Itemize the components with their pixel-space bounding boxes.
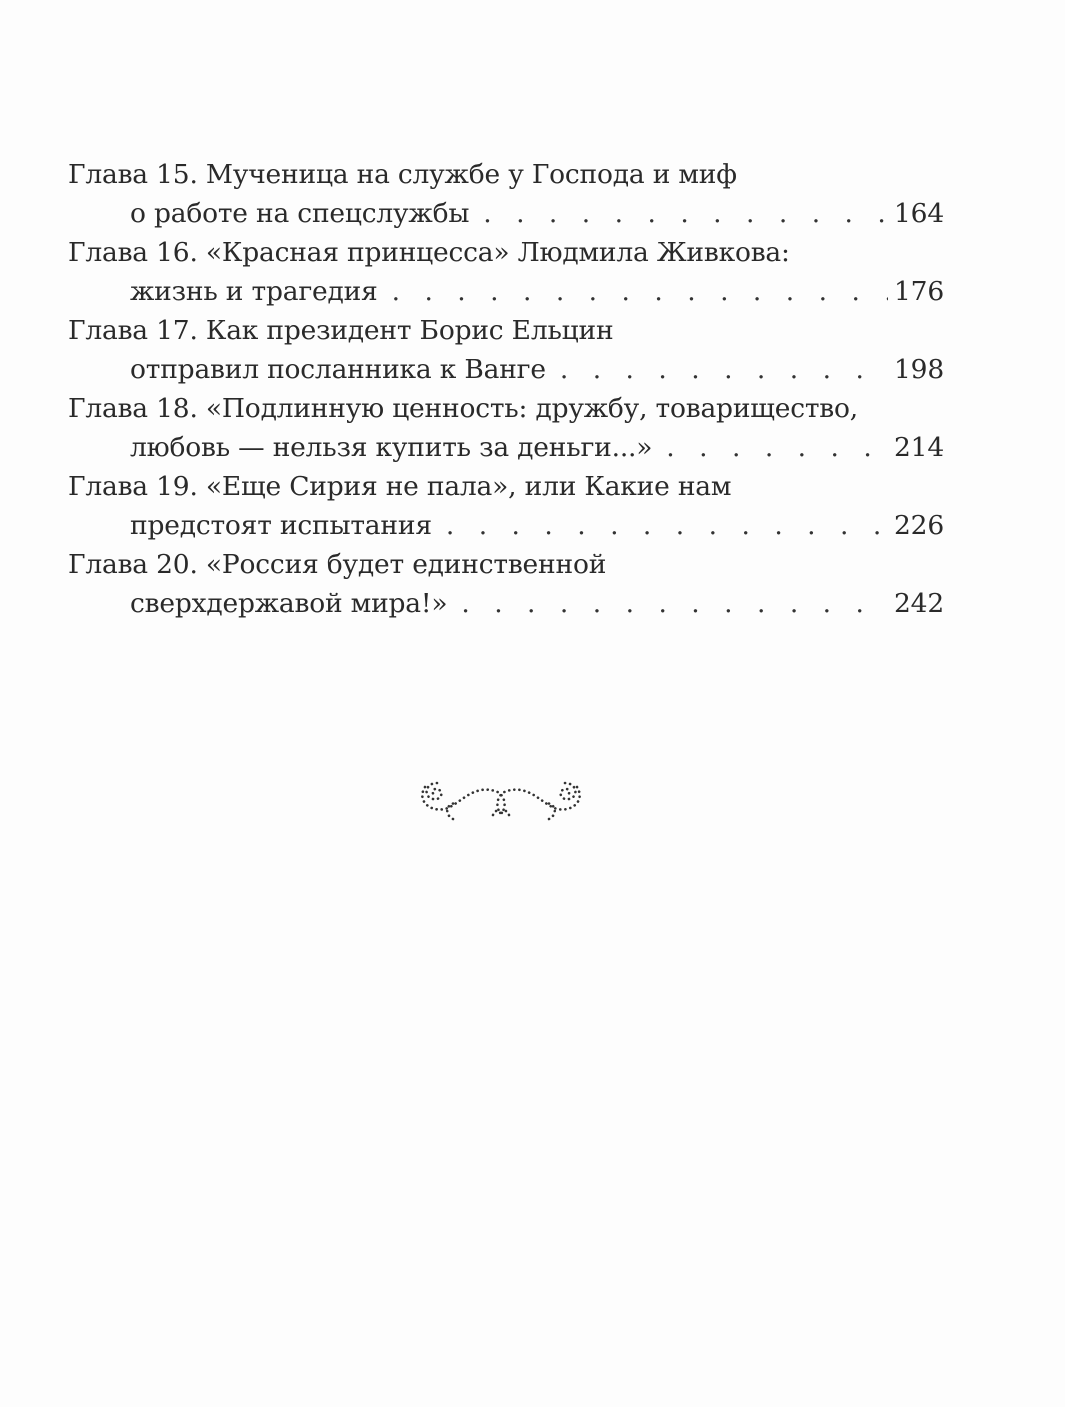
toc-entry-subtitle: жизнь и трагедия (130, 276, 378, 307)
toc-page-number: 242 (894, 588, 944, 619)
table-of-contents (68, 155, 944, 623)
toc-entry-title: Глава 18. «Подлинную ценность: дружбу, товарищество, (68, 393, 858, 424)
toc-entry-title: Глава 19. «Еще Сирия не пала», или Какие нам (68, 471, 732, 502)
toc-entry-title: Глава 16. «Красная принцесса» Людмила Живкова: (68, 237, 790, 268)
dot-leader (560, 350, 888, 389)
toc-entry-18 (68, 389, 944, 467)
toc-entry-15 (68, 155, 944, 233)
toc-page-number: 226 (894, 510, 944, 541)
toc-entry-continuation (68, 194, 944, 233)
toc-entry-continuation (68, 584, 944, 623)
dot-leader (666, 428, 888, 467)
toc-page-number: 176 (894, 276, 944, 307)
toc-entry-subtitle: отправил посланника к Ванге (130, 354, 546, 385)
toc-entry-20 (68, 545, 944, 623)
toc-entry-continuation (68, 272, 944, 311)
toc-entry-19 (68, 467, 944, 545)
dot-leader (461, 584, 888, 623)
toc-entry-title: Глава 17. Как президент Борис Ельцин (68, 315, 614, 346)
dot-leader (483, 194, 888, 233)
toc-entry-16 (68, 233, 944, 311)
toc-page-number: 214 (894, 432, 944, 463)
decorative-ornament (415, 765, 595, 825)
toc-entry-continuation (68, 506, 944, 545)
toc-entry-title: Глава 15. Мученица на службе у Господа и миф (68, 159, 737, 190)
dot-leader (392, 272, 888, 311)
toc-entry-continuation (68, 350, 944, 389)
toc-page-number: 164 (894, 198, 944, 229)
toc-entry-subtitle: предстоят испытания (130, 510, 432, 541)
toc-entry-continuation (68, 428, 944, 467)
toc-entry-title: Глава 20. «Россия будет единственной (68, 549, 607, 580)
toc-entry-17 (68, 311, 944, 389)
toc-entry-subtitle: сверхдержавой мира!» (130, 588, 448, 619)
toc-page-number: 198 (894, 354, 944, 385)
dot-leader (446, 506, 888, 545)
toc-entry-subtitle: о работе на спецслужбы (130, 198, 470, 229)
toc-entry-subtitle: любовь — нельзя купить за деньги...» (130, 432, 653, 463)
